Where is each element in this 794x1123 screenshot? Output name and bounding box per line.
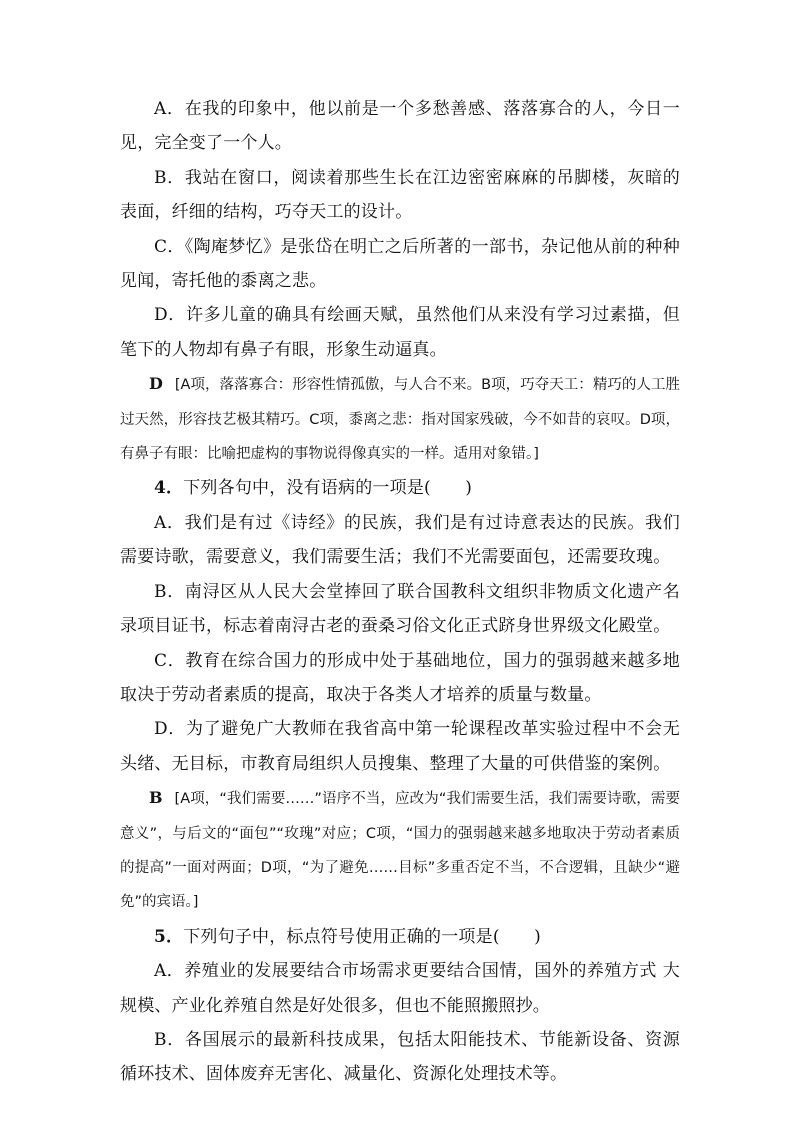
q4-answer-letter: B	[149, 788, 163, 808]
q4-stem-text: 下列各句中，没有语病的一项是( )	[183, 478, 473, 499]
q4-number: 4．	[154, 478, 184, 499]
document-page	[120, 92, 680, 1092]
q3-option-a: A．在我的印象中，他以前是一个多愁善感、落落寡合的人，今日一见，完全变了一个人。	[120, 99, 680, 154]
q3-answer-explanation	[120, 367, 680, 471]
q3-option-b: B．我站在窗口，阅读着那些生长在江边密密麻麻的吊脚楼，灰暗的表面，纤细的结构，巧夺天工的设计。	[120, 167, 680, 223]
q4-option-a: A．我们是有过《诗经》的民族，我们是有过诗意表达的民族。我们需要诗歌，需要意义，我们需要生活；我们不光需要面包，还需要玫瑰。	[120, 512, 680, 568]
q5-stem	[120, 920, 680, 954]
q5-stem-text: 下列句子中，标点符号使用正确的一项是( )	[183, 926, 541, 947]
q4-answer-text: [A项，“我们需要……”语序不当，应改为“我们需要生活，我们需要诗歌，需要意义”，与后文的“面包”“玫瑰”对应；C项，“国力的强弱越来越多地取决于劳动者素质的提高”一面对两面；D项，“为了避免……目标”多重否定不当，不合逻辑，且缺少“避免”的宾语。]	[120, 791, 680, 911]
q4-stem	[120, 471, 680, 505]
q5-number: 5．	[154, 926, 184, 947]
q4-option-c: C．教育在综合国力的形成中处于基础地位，国力的强弱越来越多地取决于劳动者素质的提高，取决于各类人才培养的质量与数量。	[120, 650, 680, 705]
q4-option-d: D．为了避免广大教师在我省高中第一轮课程改革实验过程中不会无头绪、无目标，市教育局组织人员搜集、整理了大量的可供借鉴的案例。	[120, 719, 680, 774]
q3-option-d: D．许多儿童的确具有绘画天赋，虽然他们从来没有学习过素描，但笔下的人物却有鼻子有眼，形象生动逼真。	[120, 305, 680, 360]
q3-option-c: C．《陶庵梦忆》是张岱在明亡之后所著的一部书，杂记他从前的种种见闻，寄托他的黍离之悲。	[120, 236, 680, 292]
q4-option-b: B．南浔区从人民大会堂捧回了联合国教科文组织非物质文化遗产名录项目证书，标志着南浔古老的蚕桑习俗文化正式跻身世界级文化殿堂。	[120, 581, 680, 637]
q5-option-b: B．各国展示的最新科技成果，包括太阳能技术、节能新设备、资源循环技术、固体废弃无害化、减量化、资源化处理技术等。	[120, 1029, 680, 1085]
q4-answer-explanation	[120, 781, 680, 920]
q3-answer-text: [A项，落落寡合：形容性情孤傲，与人合不来。B项，巧夺天工：精巧的人工胜过天然，形容技艺极其精巧。C项，黍离之悲：指对国家残破，今不如昔的哀叹。D项，有鼻子有眼：比喻把虚构的事物说得像真实的一样。适用对象错。]	[120, 377, 680, 463]
q3-answer-letter: D	[149, 374, 163, 394]
q5-option-a: A．养殖业的发展要结合市场需求更要结合国情，国外的养殖方式 大规模、产业化养殖自然是好处很多，但也不能照搬照抄。	[120, 961, 680, 1016]
